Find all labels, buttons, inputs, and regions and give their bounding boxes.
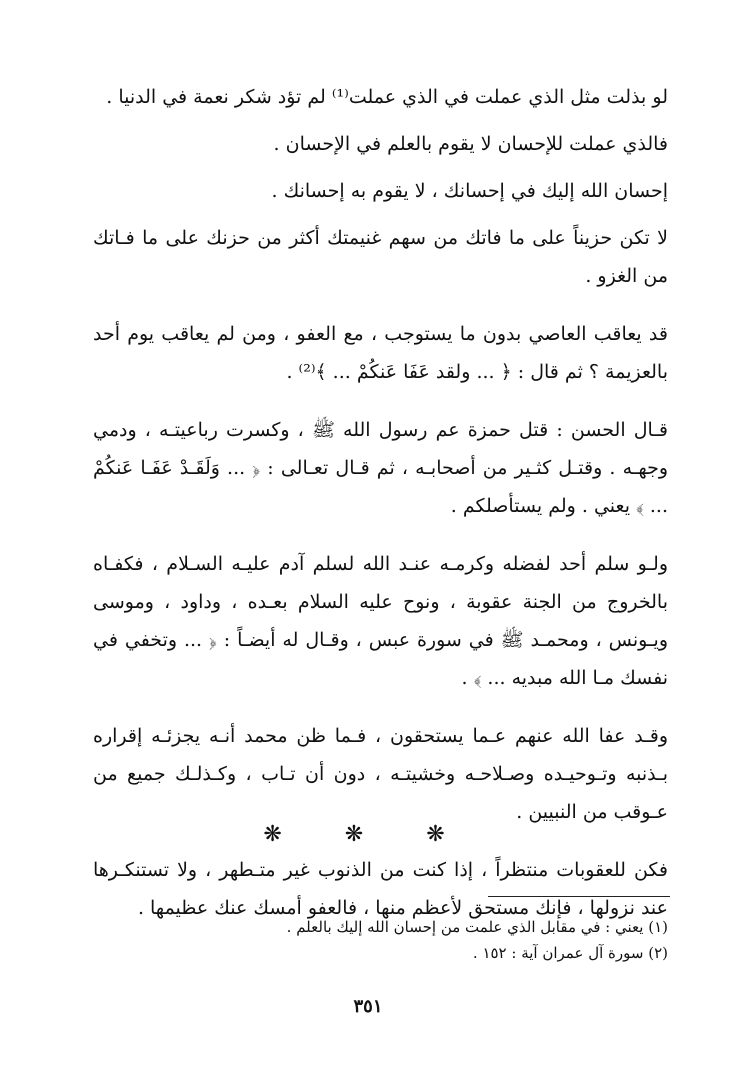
footnote-1: (١) يعني : في مقابل الذي علمت من إحسان الله إليك بالعلم . xyxy=(286,918,668,936)
main-text xyxy=(93,78,668,927)
footnote-rule xyxy=(488,896,670,897)
section-separator xyxy=(0,822,736,847)
footnotes xyxy=(93,914,668,966)
paragraph-3: إحسان الله إليك في إحسانك ، لا يقوم به إحسانك . xyxy=(271,180,668,202)
paragraph-5: قد يعاقب العاصي بدون ما يستوجب ، مع العفو ، ومن لم يعاقب يوم أحد بالعزيمة ؟ ثم قال : ﴿ ... ولقد عَفَا عَنكُمْ ... ﴾⁽²⁾ . xyxy=(93,323,668,383)
page-number: ٣٥١ xyxy=(353,996,383,1017)
paragraph-4: لا تكن حزيناً على ما فاتك من سهم غنيمتك أكثر من حزنك على ما فـاتك من الغزو . xyxy=(93,227,668,287)
paragraph-8: وقـد عفا الله عنهم عـما يستحقون ، فـما ظن محمد أنـه يجزئـه إقراره بـذنبه وتـوحيـده وصـلاحـه وخشيتـه ، دون أن تـاب ، وكـذلـك جميع من عـوقب من النبيين . xyxy=(93,725,668,823)
footnote-2: (٢) سورة آل عمران آية : ١٥٢ . xyxy=(472,944,668,962)
paragraph-7: ولـو سلم أحد لفضله وكرمـه عنـد الله لسلم آدم عليـه السـلام ، فكفـاه بالخروج من الجنة عقوبة ، ونوح عليه السلام بعـده ، وداود ، وموسى ويـونس ، ومحمـد ﷺ في سورة عبس ، وقـال له أيضـاً : ﴿ ... وتخفي في نفسك مـا الله مبديه ... ﴾ . xyxy=(93,553,668,689)
paragraph-9: فكن للعقوبات منتظراً ، إذا كنت من الذنوب غير متـطهر ، ولا تستنكـرها عند نزولها ، فإنك مستحق لأعظم منها ، فالعفو أمسك عنك عظيمها . xyxy=(93,859,668,919)
separator-star: ❋ xyxy=(426,822,473,847)
paragraph-2: فالذي عملت للإحسان لا يقوم بالعلم في الإحسان . xyxy=(273,133,668,155)
separator-star: ❋ xyxy=(263,822,310,847)
paragraph-1: لو بذلت مثل الذي عملت في الذي عملت⁽¹⁾ لم تؤد شكر نعمة في الدنيا . xyxy=(106,86,668,108)
separator-star: ❋ xyxy=(344,822,392,847)
paragraph-6: قـال الحسن : قتل حمزة عم رسول الله ﷺ ، وكسرت رباعيتـه ، ودمي وجهـه . وقتـل كثـير من أصحابـه ، ثم قـال تعـالى : ﴿ ... وَلَقَـدْ عَفَـا عَنكُمْ ... ﴾ يعني . ولم يستأصلكم . xyxy=(93,419,668,517)
